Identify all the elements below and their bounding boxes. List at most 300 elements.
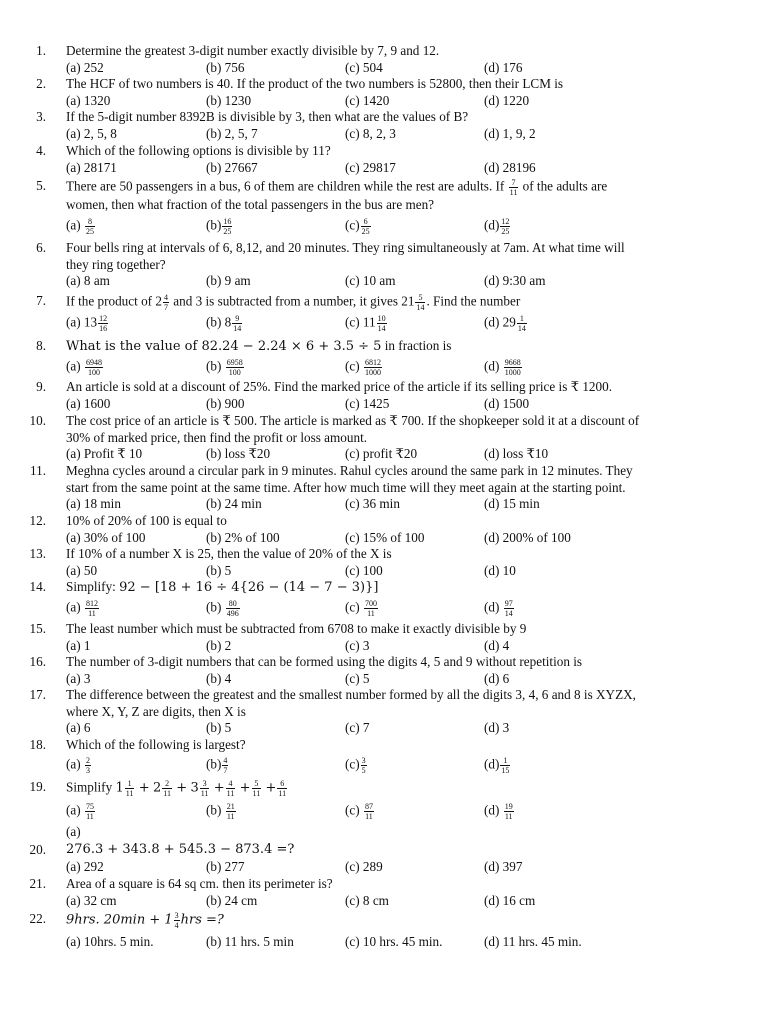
fraction: [364, 358, 382, 377]
option-b: (b) 2: [206, 637, 232, 653]
numerator: 19: [504, 802, 513, 811]
question-number: 9.: [36, 379, 46, 394]
numerator: 9: [232, 314, 242, 324]
fraction: [504, 802, 514, 821]
question-number: 18.: [29, 737, 46, 752]
fraction: [98, 314, 108, 333]
options-row: [66, 638, 716, 655]
denominator: 11: [226, 789, 235, 798]
question-text-line-2: start from the same point at the same time. After how much time will they meet again at the starting point.: [66, 479, 626, 495]
fraction: [174, 911, 180, 930]
numerator: 3: [174, 911, 179, 920]
option-b: [206, 756, 229, 775]
question-number: 2.: [36, 76, 46, 91]
math-expression: 276.3 + 343.8 + 545.3 − 873.4 =?: [66, 842, 295, 857]
numerator: 1: [125, 779, 135, 789]
numerator: 3: [200, 779, 210, 789]
question-text: Meghna cycles around a circular park in 9 minutes. Rahul cycles around the same park in 12 minutes. They: [66, 463, 633, 478]
options-row: [66, 217, 716, 239]
option-a: (a) 3: [66, 670, 91, 686]
fraction: [85, 599, 99, 618]
question-20: [29, 842, 716, 876]
option-d: [484, 217, 511, 236]
option-c: (c) 1420: [345, 92, 390, 108]
option-d: (d) 1, 9, 2: [484, 125, 536, 141]
option-c: [345, 314, 388, 333]
option-d: [484, 358, 523, 377]
numerator: 80: [226, 599, 240, 609]
fraction: [364, 599, 378, 618]
numerator: 4: [163, 293, 168, 302]
numerator: 9668: [504, 357, 521, 367]
option-d: (d) 397: [484, 858, 523, 874]
question-number: 16.: [29, 654, 46, 669]
option-a: (a) 2, 5, 8: [66, 125, 117, 141]
option-label: (a): [66, 599, 81, 615]
question-text: An article is sold at a discount of 25%. Find the marked price of the article if its selling price is ₹ 1200.: [66, 379, 613, 394]
denominator: 11: [125, 789, 134, 798]
option-label: (c): [345, 358, 360, 374]
numerator: 4: [226, 779, 236, 789]
question-7: [36, 293, 716, 336]
question-number: 10.: [29, 413, 46, 428]
fraction: [504, 599, 514, 618]
option-c: (c) 3: [345, 637, 370, 653]
fraction: [222, 217, 232, 236]
denominator: 11: [365, 812, 373, 821]
math-expression: What is the value of 82.24 − 2.24 × 6 + 3.5 ÷ 5: [66, 339, 382, 354]
option-d: (d) 176: [484, 59, 523, 75]
denominator: 4: [174, 921, 179, 930]
question-text: [66, 178, 716, 197]
denominator: 14: [504, 608, 513, 618]
option-b: (b) 1230: [206, 92, 252, 108]
options-row: [66, 396, 716, 413]
option-c: (c) 1425: [345, 395, 390, 411]
numerator: 5: [415, 293, 425, 303]
option-c: (c) 504: [345, 59, 383, 75]
question-text: [66, 911, 716, 930]
fraction: [252, 779, 262, 798]
question-17: [29, 687, 716, 737]
option-d: (d) 4: [484, 637, 510, 653]
question-10: [29, 413, 716, 463]
option-a: [66, 802, 96, 821]
denominator: 3: [85, 765, 90, 775]
options-row: [66, 802, 716, 824]
fraction: [500, 217, 510, 236]
option-label: (d): [484, 358, 500, 374]
question-21: [29, 876, 716, 910]
option-label: (a): [66, 358, 81, 374]
option-label: (c) 11: [345, 314, 376, 330]
question-number: 8.: [36, 338, 46, 353]
options-row: [66, 599, 716, 621]
option-d: [484, 802, 515, 821]
fraction: [163, 293, 169, 312]
denominator: 7: [223, 765, 228, 775]
option-c: [345, 217, 372, 236]
numerator: 7: [509, 178, 519, 188]
option-c: [345, 756, 368, 775]
options-row: [66, 530, 716, 547]
option-label: (d): [484, 217, 500, 233]
option-label: (b): [206, 358, 222, 374]
question-16: [29, 654, 716, 688]
denominator: 14: [416, 303, 425, 312]
stray-option-label: (a): [66, 824, 81, 839]
option-label: (a) 13: [66, 314, 98, 330]
question-text-line-2: 30% of marked price, then find the profit or loss amount.: [66, 429, 368, 445]
option-c: (c) profit ₹20: [345, 446, 418, 461]
option-a: (a) Profit ₹ 10: [66, 446, 143, 461]
option-c: (c) 5: [345, 670, 370, 686]
question-text: The cost price of an article is ₹ 500. The article is marked as ₹ 700. If the shopkeeper sold it at a discount of: [66, 413, 640, 428]
fraction: [85, 802, 95, 821]
option-label: (b): [206, 217, 222, 233]
whole-number: 3: [190, 780, 199, 796]
option-label: (b) 8: [206, 314, 232, 330]
fraction: [162, 779, 172, 798]
option-d: (d) 1500: [484, 395, 530, 411]
option-label: (a): [66, 802, 81, 818]
option-a: (a) 18 min: [66, 496, 121, 511]
question-text-part: and 3 is subtracted from a number, it gives 21: [173, 293, 415, 309]
option-d: [484, 599, 515, 618]
option-d: (d) 6: [484, 670, 510, 686]
question-number: 21.: [29, 876, 46, 891]
question-number: 20.: [29, 842, 46, 857]
numerator: 12: [99, 314, 108, 323]
option-label: (a): [66, 756, 81, 772]
question-text: [66, 338, 716, 356]
fraction: [200, 779, 210, 798]
denominator: 100: [228, 367, 241, 377]
denominator: 496: [226, 608, 239, 618]
option-d: (d) 16 cm: [484, 892, 536, 908]
question-text: Which of the following is largest?: [66, 737, 246, 752]
numerator: 2: [162, 779, 172, 789]
options-row: [66, 93, 716, 110]
fraction: [226, 779, 236, 798]
option-b: (b) 24 min: [206, 496, 262, 511]
math-expression: 92 − [18 + 16 ÷ 4{26 − (14 − 7 − 3)}]: [119, 580, 379, 595]
option-c: (c) 15% of 100: [345, 529, 425, 545]
question-number: 1.: [36, 43, 46, 58]
denominator: 11: [226, 812, 235, 821]
option-d: (d) loss ₹10: [484, 446, 549, 461]
option-a: (a) 10hrs. 5 min.: [66, 934, 154, 949]
option-label: (d): [484, 756, 500, 772]
options-row: [66, 446, 716, 463]
options-row: [66, 496, 716, 513]
option-label: (b): [206, 756, 222, 772]
option-label: (c): [345, 756, 360, 772]
option-a: [66, 756, 92, 775]
whole-number: 1: [115, 780, 124, 796]
option-c: (c) 10 hrs. 45 min.: [345, 934, 443, 949]
numerator: 6958: [226, 357, 243, 367]
question-text-line-2: women, then what fraction of the total passengers in the bus are men?: [66, 197, 435, 212]
math-expression: hrs =?: [180, 912, 224, 928]
question-text-part: Simplify: [66, 779, 116, 795]
question-18: [29, 737, 716, 780]
fraction: [517, 314, 527, 333]
option-a: (a) 1600: [66, 395, 111, 411]
question-text-part: in fraction is: [381, 338, 452, 353]
question-number: 4.: [36, 143, 46, 158]
question-14: [29, 579, 716, 621]
question-number: 14.: [29, 579, 46, 594]
option-b: (b) 24 cm: [206, 892, 258, 908]
denominator: 25: [223, 226, 232, 236]
fraction: [125, 779, 135, 798]
question-number: 17.: [29, 687, 46, 702]
fraction: [226, 599, 240, 618]
option-d: [484, 314, 528, 333]
numerator: 10: [377, 314, 386, 323]
option-label: (d): [484, 599, 500, 615]
option-a: (a) 50: [66, 562, 98, 578]
denominator: 15: [501, 765, 510, 775]
question-text: Four bells ring at intervals of 6, 8,12, and 20 minutes. They ring simultaneously at 7am. At what time will: [66, 240, 625, 255]
question-text: Determine the greatest 3-digit number exactly divisible by 7, 9 and 12.: [66, 43, 440, 58]
options-row: [66, 126, 716, 143]
denominator: 25: [361, 226, 370, 236]
question-3: [36, 109, 716, 143]
question-text: [66, 779, 716, 798]
options-row: [66, 756, 716, 780]
question-number: 3.: [36, 109, 46, 124]
question-text-line-2: where X, Y, Z are digits, then X is: [66, 703, 246, 719]
numerator: 4: [223, 755, 228, 765]
question-8: [36, 338, 716, 380]
question-text: Which of the following options is divisible by 11?: [66, 143, 331, 158]
option-a: (a) 252: [66, 59, 104, 75]
question-1: [36, 43, 716, 77]
question-13: [29, 546, 716, 580]
fraction: [226, 802, 236, 821]
fraction: [361, 756, 367, 775]
denominator: 11: [86, 812, 94, 821]
question-number: 15.: [29, 621, 46, 636]
fraction: [232, 314, 242, 333]
options-row: [66, 563, 716, 580]
option-b: (b) 900: [206, 395, 245, 411]
option-b: [206, 217, 233, 236]
denominator: 100: [87, 367, 100, 377]
option-d: (d) 10: [484, 562, 516, 578]
numerator: 87: [364, 802, 373, 811]
fraction: [85, 217, 95, 236]
option-b: [206, 599, 241, 618]
options-row: [66, 273, 716, 290]
question-22: [29, 911, 716, 951]
numerator: 1: [500, 756, 510, 766]
options-row: [66, 160, 716, 177]
question-number: 12.: [29, 513, 46, 528]
option-c: [345, 358, 383, 377]
option-b: (b) 5: [206, 562, 232, 578]
option-a: (a) 32 cm: [66, 892, 117, 908]
question-4: [36, 143, 716, 177]
numerator: 2: [85, 755, 90, 765]
option-b: (b) 4: [206, 670, 232, 686]
option-b: (b) 2, 5, 7: [206, 125, 258, 141]
fraction: [85, 756, 91, 775]
option-b: (b) 9 am: [206, 273, 251, 288]
question-text: If the 5-digit number 8392B is divisible by 3, then what are the values of B?: [66, 109, 469, 124]
options-row: [66, 358, 716, 380]
option-b: [206, 802, 237, 821]
option-c: (c) 10 am: [345, 273, 396, 288]
question-15: [29, 621, 716, 655]
denominator: 1000: [504, 367, 521, 377]
options-row: [66, 671, 716, 688]
whole-number: 2: [152, 780, 162, 796]
plus-sign: +: [138, 780, 150, 796]
option-d: (d) 9:30 am: [484, 273, 546, 288]
fraction: [361, 217, 371, 236]
fraction: [509, 178, 519, 197]
option-label: (b): [206, 802, 222, 818]
question-number: 5.: [36, 178, 46, 193]
option-b: (b) 756: [206, 59, 245, 75]
numerator: 21: [226, 802, 235, 811]
option-d: [484, 756, 511, 775]
question-text: [66, 293, 716, 312]
denominator: 11: [367, 608, 375, 618]
numerator: 6: [361, 217, 371, 227]
option-c: (c) 100: [345, 562, 383, 578]
option-c: [345, 599, 379, 618]
question-12: [29, 513, 716, 547]
question-number: 6.: [36, 240, 46, 255]
fraction: [364, 802, 374, 821]
option-label: (b): [206, 599, 222, 615]
numerator: 6948: [85, 357, 102, 367]
fraction: [415, 293, 425, 312]
numerator: 812: [85, 598, 98, 608]
options-row: [66, 60, 716, 77]
denominator: 5: [361, 765, 366, 775]
plus-sign: +: [213, 780, 225, 796]
option-label: (a): [66, 217, 81, 233]
option-a: (a) 292: [66, 858, 104, 874]
options-row: [66, 859, 716, 876]
option-c: (c) 8 cm: [345, 892, 389, 908]
question-text: If 10% of a number X is 25, then the value of 20% of the X is: [66, 546, 392, 561]
question-number: 11.: [30, 463, 46, 478]
fraction: [500, 756, 510, 775]
fraction: [504, 358, 522, 377]
option-c: (c) 29817: [345, 159, 396, 175]
numerator: 6812: [364, 357, 381, 367]
numerator: 6: [277, 779, 287, 789]
denominator: 14: [233, 324, 242, 333]
question-19: [29, 779, 716, 841]
numerator: 8: [85, 217, 95, 227]
question-text: The least number which must be subtracted from 6708 to make it exactly divisible by 9: [66, 621, 527, 636]
fraction: [85, 358, 103, 377]
question-number: 7.: [36, 293, 46, 308]
option-a: [66, 217, 96, 236]
question-text: [66, 579, 716, 597]
denominator: 11: [504, 812, 513, 821]
option-a: (a) 28171: [66, 159, 117, 175]
question-text: The number of 3-digit numbers that can be formed using the digits 4, 5 and 9 without repetition is: [66, 654, 583, 669]
numerator: 3: [361, 755, 366, 765]
denominator: 11: [88, 608, 96, 618]
option-a: [66, 599, 100, 618]
option-b: (b) 277: [206, 858, 245, 874]
option-label: (c): [345, 217, 360, 233]
option-c: (c) 7: [345, 720, 370, 735]
option-a: (a) 8 am: [66, 273, 110, 288]
question-text-part: Simplify:: [66, 579, 120, 594]
denominator: 11: [509, 188, 518, 197]
numerator: 12: [501, 216, 510, 226]
fraction: [277, 779, 287, 798]
numerator: 97: [504, 598, 513, 608]
fraction: [222, 756, 228, 775]
question-text-part: . Find the number: [426, 293, 521, 309]
question-text-part: There are 50 passengers in a bus, 6 of them are children while the rest are adults. If: [66, 178, 505, 194]
option-label: (d) 29: [484, 314, 516, 330]
denominator: 11: [200, 789, 209, 798]
question-text-part: of the adults are: [522, 178, 608, 194]
option-b: (b) 5: [206, 720, 232, 735]
denominator: 11: [278, 789, 287, 798]
question-text: 10% of 20% of 100 is equal to: [66, 513, 227, 528]
option-a: (a) 30% of 100: [66, 529, 146, 545]
denominator: 14: [517, 324, 526, 333]
question-text-part: If the product of 2: [66, 293, 162, 309]
option-d: (d) 3: [484, 720, 510, 735]
denominator: 16: [99, 324, 108, 333]
option-a: (a) 1320: [66, 92, 111, 108]
math-expression: 9hrs. 20min + 1: [66, 912, 173, 928]
question-9: [36, 379, 716, 413]
option-b: (b) 2% of 100: [206, 529, 280, 545]
fraction: [226, 358, 244, 377]
denominator: 11: [252, 789, 261, 798]
question-2: [36, 76, 716, 110]
denominator: 1000: [364, 367, 381, 377]
option-label: (c): [345, 802, 360, 818]
question-number: 13.: [29, 546, 46, 561]
option-a: [66, 358, 104, 377]
question-text: The HCF of two numbers is 40. If the product of the two numbers is 52800, then their LCM is: [66, 76, 564, 91]
option-d: (d) 200% of 100: [484, 529, 571, 545]
question-text: The difference between the greatest and the smallest number formed by all the digits 3, 4, 6 and 8 is XYZX,: [66, 687, 636, 702]
option-a: (a) 1: [66, 637, 91, 653]
fraction: [377, 314, 387, 333]
options-row: [66, 934, 716, 951]
option-a: (a) 6: [66, 720, 91, 735]
question-5: [36, 178, 716, 239]
options-row: [66, 720, 716, 737]
numerator: 75: [85, 802, 94, 811]
question-6: [36, 240, 716, 290]
option-label: (d): [484, 802, 500, 818]
numerator: 16: [223, 216, 232, 226]
numerator: 700: [364, 598, 377, 608]
question-number: 19.: [29, 779, 46, 794]
question-text: Area of a square is 64 sq cm. then its perimeter is?: [66, 876, 333, 891]
option-b: (b) 11 hrs. 5 min: [206, 934, 294, 949]
option-c: (c) 289: [345, 858, 383, 874]
